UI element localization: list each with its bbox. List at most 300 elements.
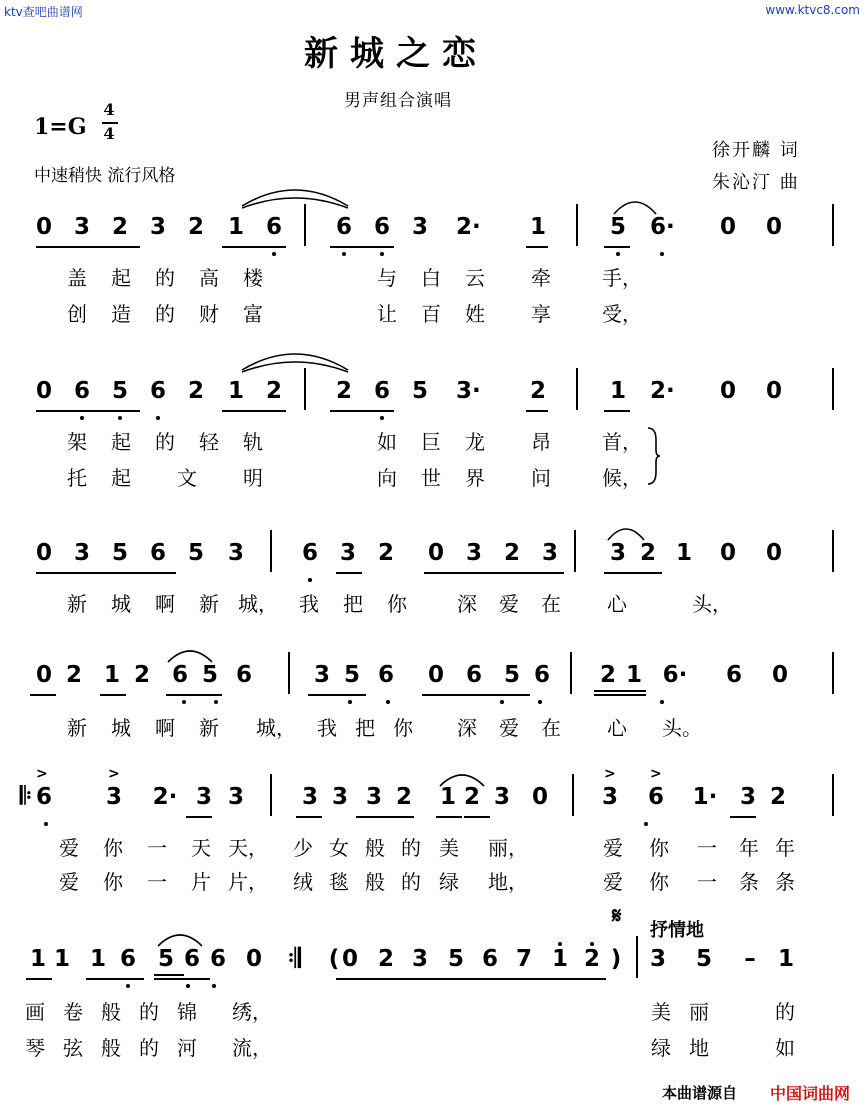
note: 6 (373, 378, 390, 404)
note: 3 (411, 214, 428, 240)
note: 3 (73, 214, 90, 240)
bar-line (576, 204, 578, 246)
beam (604, 410, 630, 412)
note: 1 (529, 214, 546, 240)
note: 2 (65, 662, 82, 688)
lyric: 姓 (465, 302, 485, 326)
beam (186, 816, 212, 818)
note: 1 (89, 946, 106, 972)
beam (166, 694, 222, 696)
beam (330, 246, 394, 248)
lyric: 你 (103, 870, 123, 894)
tempo-marking: 中速稍快 流行风格 (34, 166, 176, 186)
note: 2· (650, 378, 675, 404)
lyric: 明 (243, 466, 263, 490)
lyric: 轨 (243, 430, 263, 454)
beam (424, 572, 564, 574)
note: 0 (35, 378, 52, 404)
bar-line (288, 652, 290, 694)
footer-source-label: 本曲谱源自 (662, 1084, 738, 1102)
bar-line (270, 530, 272, 572)
note: ( (328, 946, 340, 972)
note: 1 (609, 378, 626, 404)
note: 6 (73, 378, 90, 404)
lyric: 富 (243, 302, 263, 326)
note: 6 (149, 540, 166, 566)
lyric: 盖 (67, 266, 87, 290)
lyric: 女 (329, 836, 349, 860)
lyric: 丽 (689, 1000, 709, 1024)
lyric: 如 (377, 430, 397, 454)
lyric: 城 (111, 592, 131, 616)
note: 1 (103, 662, 120, 688)
lyric: 与 (377, 266, 397, 290)
note: 2 (503, 540, 520, 566)
lyric: 般 (365, 836, 385, 860)
note: 5 (187, 540, 204, 566)
note: 6 (265, 214, 282, 240)
bar-line (572, 774, 574, 816)
lyric: 起 (111, 266, 131, 290)
footer-site-link[interactable]: 中国词曲网 (770, 1084, 851, 1103)
low-octave-dot (348, 700, 352, 704)
lyric: 城， (256, 716, 296, 740)
lyric: 爱 (59, 836, 79, 860)
note: 5 (111, 540, 128, 566)
lyric: 我 (299, 592, 319, 616)
repeat-start-sign: 𝄆 (20, 782, 32, 810)
lyric: 天， (228, 836, 268, 860)
lyric: 向 (377, 466, 397, 490)
note: 0 (35, 662, 52, 688)
high-octave-dot (590, 942, 594, 946)
note: 3 (541, 540, 558, 566)
lyric: 世 (421, 466, 441, 490)
lyric: 片， (228, 870, 268, 894)
lyric: 般 (365, 870, 385, 894)
note: 5 (201, 662, 218, 688)
lyric: 画 (25, 1000, 45, 1024)
note: 3 (227, 784, 244, 810)
lyric: 巨 (421, 430, 441, 454)
accent-mark: > (108, 766, 120, 782)
lyric: 头。 (662, 716, 702, 740)
note: 3 (227, 540, 244, 566)
lyric: 一 (147, 870, 167, 894)
note: 6· (650, 214, 675, 240)
note: 5 (111, 378, 128, 404)
note: 2 (639, 540, 656, 566)
bar-line (574, 530, 576, 572)
accent-mark: > (604, 766, 616, 782)
slur-tie (166, 644, 214, 664)
note: 6 (35, 784, 52, 810)
lyric: 一 (147, 836, 167, 860)
note: 6 (481, 946, 498, 972)
lyric: 绿 (651, 1036, 671, 1060)
lyric: 的 (401, 836, 421, 860)
note: 2 (377, 946, 394, 972)
note: 6 (119, 946, 136, 972)
note: 3 (313, 662, 330, 688)
low-octave-dot (308, 578, 312, 582)
note: 0 (765, 214, 782, 240)
repeat-end-sign: 𝄇 (288, 944, 301, 974)
note: 6 (209, 946, 226, 972)
lyric: 一 (697, 870, 717, 894)
note: 3 (649, 946, 666, 972)
low-octave-dot (212, 984, 216, 988)
note: 6 (235, 662, 252, 688)
lyric: 绣， (232, 1000, 272, 1024)
lyric: 百 (421, 302, 441, 326)
note: 6 (377, 662, 394, 688)
note: 6· (662, 662, 688, 688)
note: 5 (447, 946, 464, 972)
note: 6 (373, 214, 390, 240)
composer-credit: 朱沁汀 曲 (712, 172, 800, 193)
note: 2 (529, 378, 546, 404)
lyric: 头， (692, 592, 732, 616)
lyric: 的 (155, 266, 175, 290)
lyric: 文 (177, 466, 197, 490)
lyric: 城， (238, 592, 278, 616)
note: 0 (245, 946, 262, 972)
lyric: 卷 (63, 1000, 83, 1024)
beam (604, 246, 630, 248)
note: 2· (152, 784, 178, 810)
lyric: 你 (649, 870, 669, 894)
note: 2 (187, 214, 204, 240)
low-octave-dot (660, 700, 664, 704)
lyric: 天 (191, 836, 211, 860)
beam (336, 572, 362, 574)
note: 6 (533, 662, 550, 688)
low-octave-dot (118, 416, 122, 420)
low-octave-dot (342, 252, 346, 256)
lyric: 你 (103, 836, 123, 860)
note: 0 (35, 214, 52, 240)
lyric: 美 (439, 836, 459, 860)
lyric: 候， (602, 466, 642, 490)
low-octave-dot (616, 252, 620, 256)
note: 1 (675, 540, 692, 566)
lyric: 的 (401, 870, 421, 894)
note: 5 (695, 946, 712, 972)
slur-tie (606, 522, 646, 542)
lyric: 楼 (243, 266, 263, 290)
note: ) (610, 946, 622, 972)
lyric: 绿 (439, 870, 459, 894)
accent-mark: > (650, 766, 662, 782)
note: 1 (551, 946, 568, 972)
low-octave-dot (538, 700, 542, 704)
bar-line (304, 204, 306, 246)
lyric: 爱 (59, 870, 79, 894)
low-octave-dot (126, 984, 130, 988)
note: 3 (73, 540, 90, 566)
lyric: 财 (199, 302, 219, 326)
beam (356, 816, 414, 818)
lyric: 丽， (488, 836, 528, 860)
lyric: 造 (111, 302, 131, 326)
beam (594, 690, 646, 692)
note: 6 (647, 784, 664, 810)
note: 5 (157, 946, 174, 972)
lyric: 托 (67, 466, 87, 490)
note: 2 (335, 378, 352, 404)
beam (222, 246, 286, 248)
beam (336, 978, 606, 980)
lyric: 在 (541, 716, 561, 740)
beam (464, 816, 490, 818)
lyric: 起 (111, 466, 131, 490)
lyric: 条 (775, 870, 795, 894)
note: 0 (427, 540, 444, 566)
lyric: 云 (465, 266, 485, 290)
lyric: 架 (67, 430, 87, 454)
slur-tie (240, 188, 350, 210)
beam (86, 978, 144, 980)
bar-line (832, 652, 834, 694)
lyric: 爱 (603, 870, 623, 894)
lyric: 新 (199, 592, 219, 616)
expression-marking: 抒情地 (650, 920, 704, 941)
lyric: 地， (488, 870, 528, 894)
beam (100, 694, 126, 696)
lyric: 你 (649, 836, 669, 860)
beam (526, 246, 548, 248)
key-signature: 1=G (34, 114, 87, 140)
beam (422, 694, 530, 696)
lyric: 琴 (25, 1036, 45, 1060)
note: 2 (599, 662, 616, 688)
lyric: 流， (232, 1036, 272, 1060)
note: 1 (625, 662, 642, 688)
beam (36, 246, 140, 248)
lyric: 创 (67, 302, 87, 326)
note: 0 (719, 540, 736, 566)
bar-line (832, 530, 834, 572)
low-octave-dot (182, 700, 186, 704)
lyric: 受， (602, 302, 642, 326)
lyric: 美 (651, 1000, 671, 1024)
low-octave-dot (380, 252, 384, 256)
note: 2 (395, 784, 412, 810)
low-octave-dot (44, 822, 48, 826)
bar-line (270, 774, 272, 816)
bar-line (304, 368, 306, 410)
beam (436, 816, 462, 818)
note: 6 (465, 662, 482, 688)
note: 3 (195, 784, 212, 810)
lyric: 让 (377, 302, 397, 326)
lyric: 的 (139, 1000, 159, 1024)
note: 5 (411, 378, 428, 404)
lyric: 首， (602, 430, 642, 454)
beam (296, 816, 322, 818)
note: 2 (463, 784, 480, 810)
note: 3 (609, 540, 626, 566)
note: 3 (331, 784, 348, 810)
lyric: 高 (199, 266, 219, 290)
segno-sign: 𝄋 (612, 904, 622, 929)
lyric: 锦 (177, 1000, 197, 1024)
note: 3 (601, 784, 618, 810)
lyric: 把 (355, 716, 375, 740)
lyric: 牵 (531, 266, 551, 290)
note: 1 (29, 946, 46, 972)
song-title: 新城之恋 (304, 34, 488, 74)
lyric: 啊 (155, 716, 175, 740)
low-octave-dot (214, 700, 218, 704)
watermark-right: www.ktvc8.com (765, 3, 860, 17)
high-octave-dot (558, 942, 562, 946)
beam (222, 410, 286, 412)
lyric: 新 (199, 716, 219, 740)
lyric: 年 (739, 836, 759, 860)
note: 5 (343, 662, 360, 688)
note: 3 (339, 540, 356, 566)
lyric: 深 (457, 592, 477, 616)
slur-tie (612, 194, 658, 216)
beam (36, 410, 140, 412)
watermark-left: ktv查吧曲谱网 (4, 5, 83, 19)
lyric: 般 (101, 1000, 121, 1024)
bar-line (832, 368, 834, 410)
note: 0 (765, 378, 782, 404)
note: 1 (227, 214, 244, 240)
note: 3 (301, 784, 318, 810)
lyric: 在 (541, 592, 561, 616)
lyric: 轻 (199, 430, 219, 454)
note: 6 (149, 378, 166, 404)
note: 0 (427, 662, 444, 688)
lyric: 的 (155, 302, 175, 326)
note: 6 (171, 662, 188, 688)
verse-brace (646, 426, 662, 486)
note: 2 (377, 540, 394, 566)
lyric: 弦 (63, 1036, 83, 1060)
lyric: 城 (111, 716, 131, 740)
beam (594, 694, 646, 696)
bar-line (832, 774, 834, 816)
bar-line (832, 204, 834, 246)
lyric: 白 (421, 266, 441, 290)
slur-tie (156, 928, 204, 948)
note: 3 (105, 784, 122, 810)
beam (30, 694, 56, 696)
lyric: 享 (531, 302, 551, 326)
lyric: 心 (607, 716, 627, 740)
lyric: 少 (293, 836, 313, 860)
beam (526, 410, 548, 412)
low-octave-dot (272, 252, 276, 256)
note: 2 (133, 662, 150, 688)
note: 0 (341, 946, 358, 972)
accent-mark: > (36, 766, 48, 782)
slur-tie (240, 352, 350, 374)
note: 0 (531, 784, 548, 810)
beam (604, 572, 662, 574)
lyric: 爱 (499, 592, 519, 616)
lyric: 你 (387, 592, 407, 616)
note: 0 (771, 662, 788, 688)
song-subtitle: 男声组合演唱 (344, 91, 452, 111)
low-octave-dot (156, 416, 160, 420)
time-signature-top: 4 (103, 100, 115, 119)
bar-line (636, 936, 638, 978)
lyric: 深 (457, 716, 477, 740)
note: 0 (35, 540, 52, 566)
lyric: 年 (775, 836, 795, 860)
lyric: 一 (697, 836, 717, 860)
note: 6 (301, 540, 318, 566)
note: 0 (719, 378, 736, 404)
low-octave-dot (80, 416, 84, 420)
note: 5 (503, 662, 520, 688)
lyric: 条 (739, 870, 759, 894)
low-octave-dot (644, 822, 648, 826)
note: 6 (335, 214, 352, 240)
lyric: 爱 (499, 716, 519, 740)
lyric: 把 (343, 592, 363, 616)
note: 1 (53, 946, 70, 972)
beam (26, 978, 52, 980)
lyric: 昂 (531, 430, 551, 454)
lyric: 新 (67, 592, 87, 616)
lyric: 河 (177, 1036, 197, 1060)
note: 2 (111, 214, 128, 240)
low-octave-dot (380, 416, 384, 420)
lyric: 的 (139, 1036, 159, 1060)
lyric: 啊 (155, 592, 175, 616)
lyric: 手， (602, 266, 642, 290)
lyric: 你 (393, 716, 413, 740)
beam (308, 694, 366, 696)
lyric: 片 (191, 870, 211, 894)
note: 6 (183, 946, 200, 972)
lyric: 如 (775, 1036, 795, 1060)
note: 1· (692, 784, 718, 810)
lyric: 龙 (465, 430, 485, 454)
lyric: 起 (111, 430, 131, 454)
note: 2 (583, 946, 600, 972)
bar-line (576, 368, 578, 410)
note: 2 (769, 784, 786, 810)
note: 2 (187, 378, 204, 404)
lyric: 的 (775, 1000, 795, 1024)
lyric: 界 (465, 466, 485, 490)
note: 3 (365, 784, 382, 810)
lyric: 毯 (329, 870, 349, 894)
low-octave-dot (660, 252, 664, 256)
note: 1 (777, 946, 794, 972)
note: 3 (465, 540, 482, 566)
lyricist-credit: 徐开麟 词 (712, 140, 800, 161)
note: 0 (765, 540, 782, 566)
lyric: 新 (67, 716, 87, 740)
lyric: 问 (531, 466, 551, 490)
beam (154, 974, 184, 976)
note: 3 (739, 784, 756, 810)
beam (730, 816, 756, 818)
note: 3· (456, 378, 481, 404)
lyric: 地 (689, 1036, 709, 1060)
low-octave-dot (500, 700, 504, 704)
time-signature-bottom: 4 (103, 124, 115, 143)
beam (330, 410, 394, 412)
